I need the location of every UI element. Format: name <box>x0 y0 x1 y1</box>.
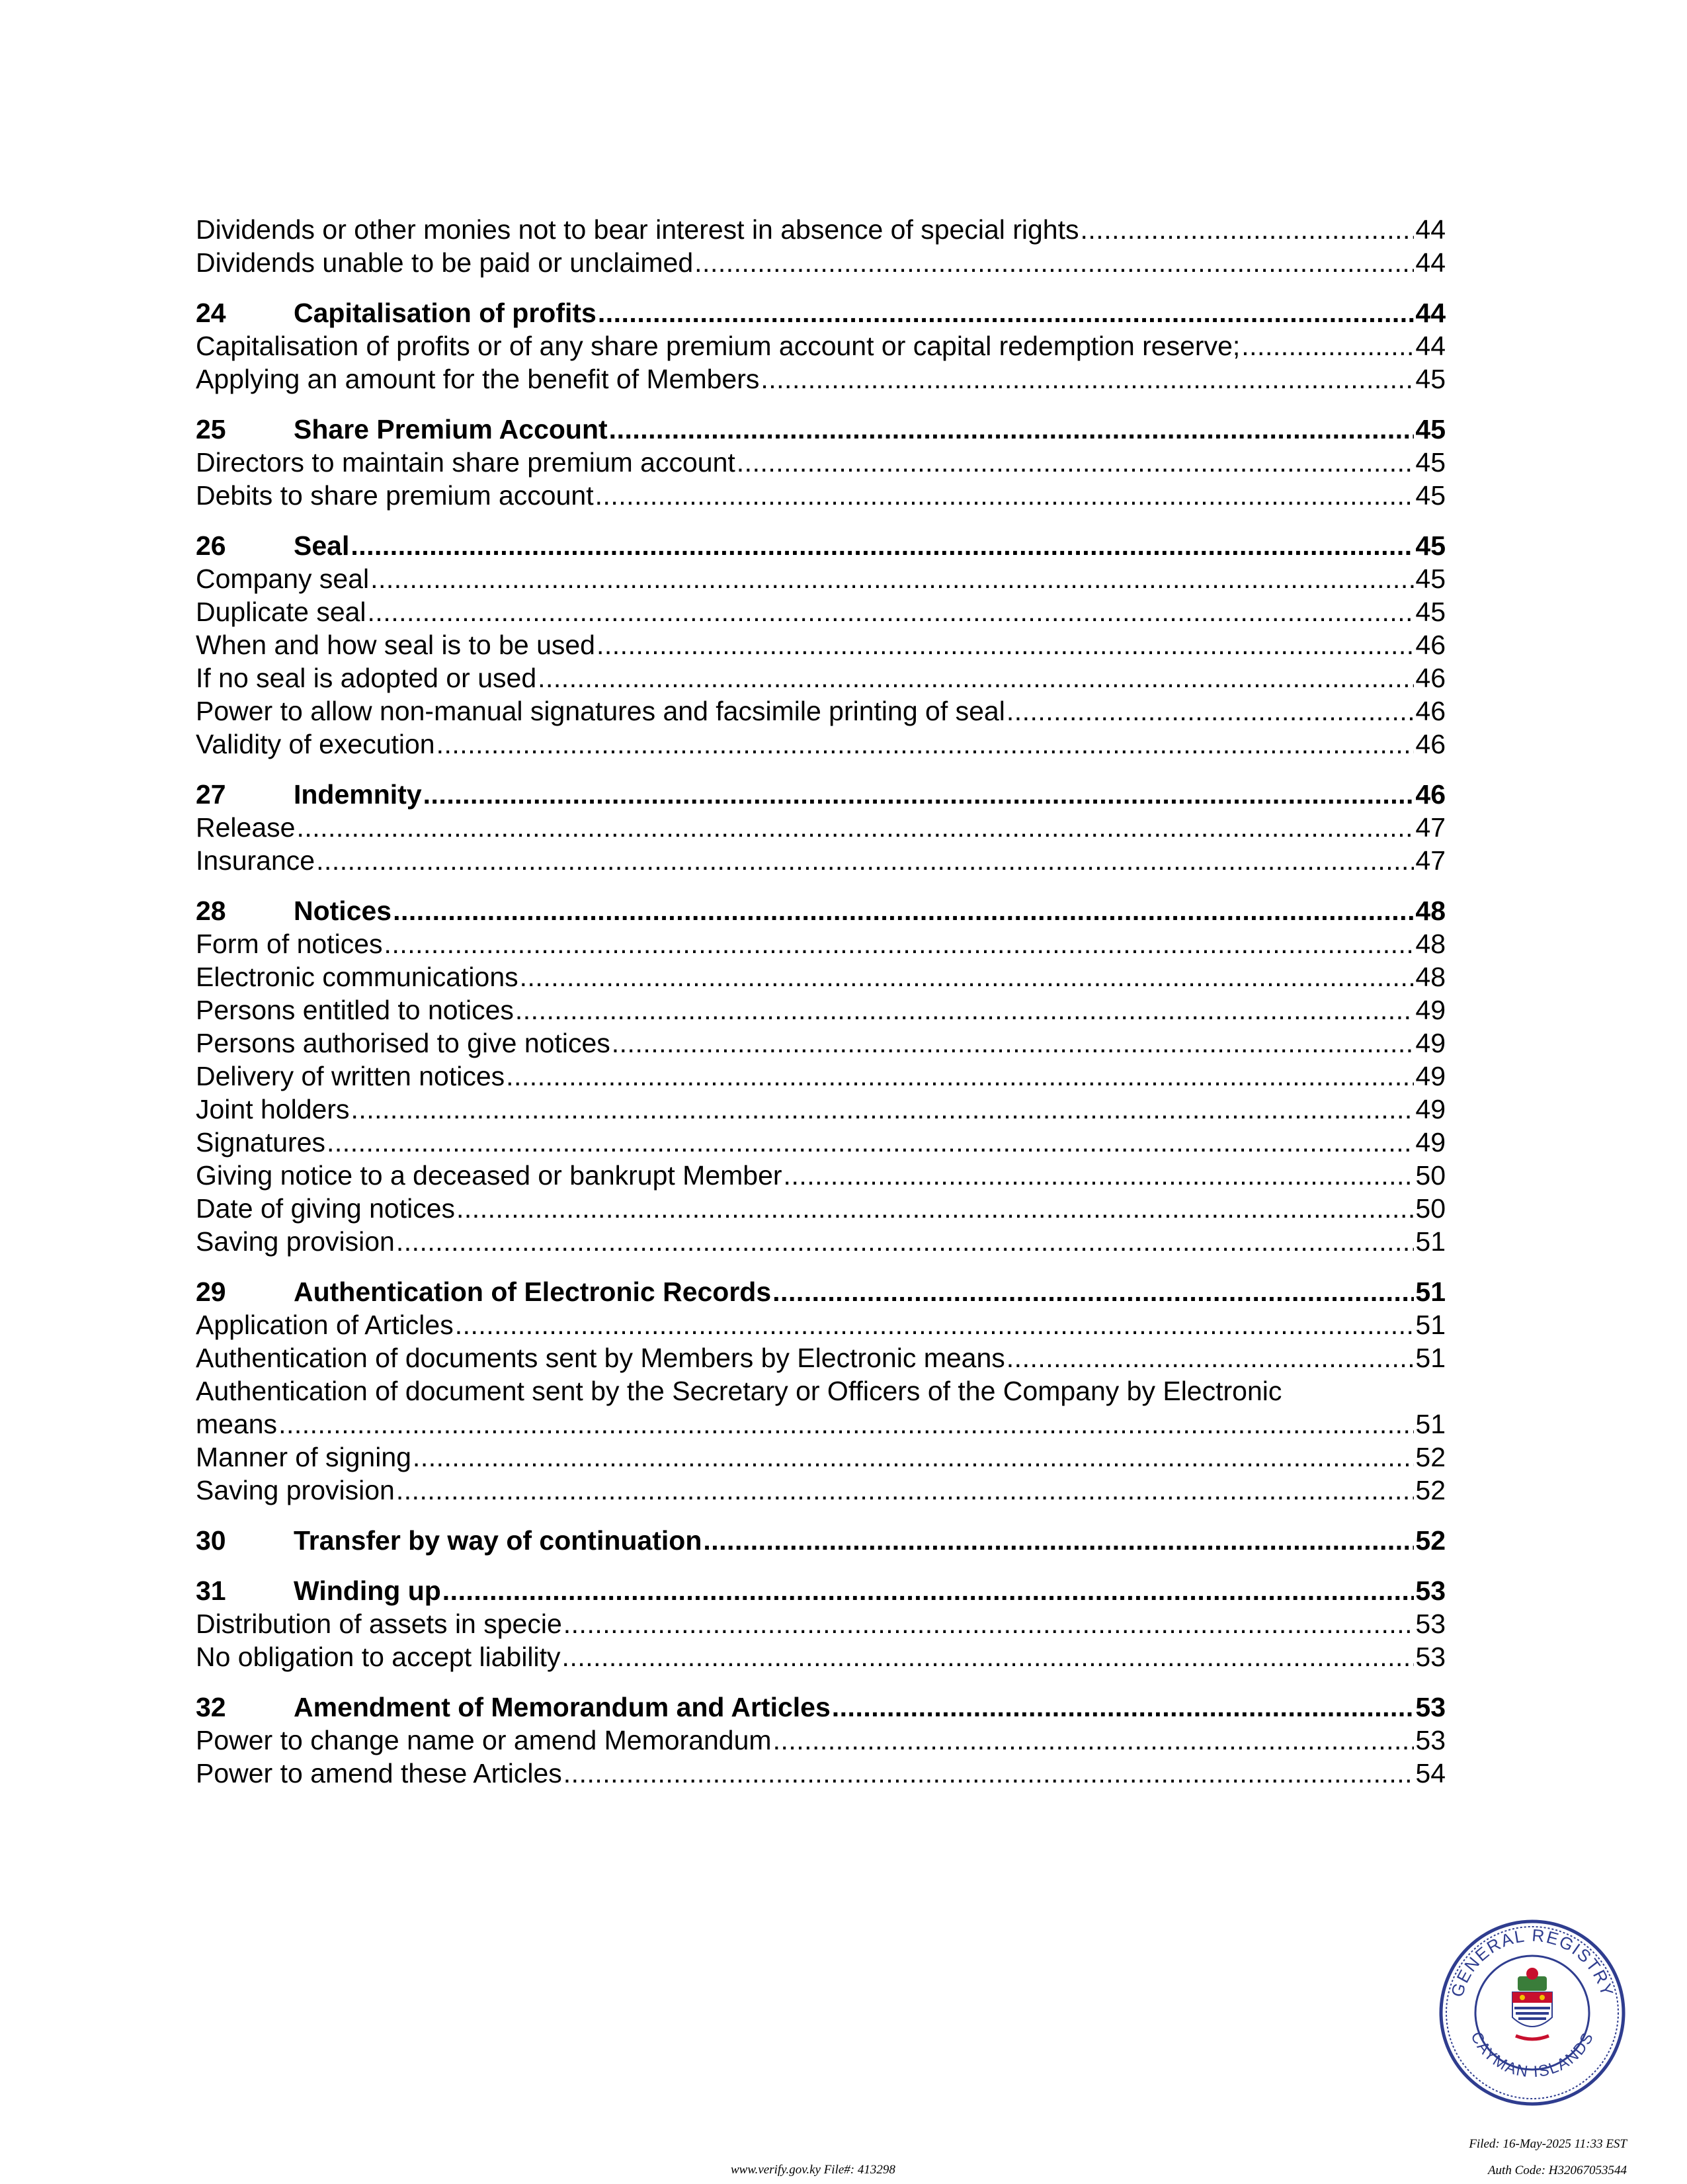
toc-entry-title: Debits to share premium account <box>196 480 594 511</box>
dot-leader <box>563 1757 1415 1790</box>
toc-page-number: 48 <box>1415 896 1446 926</box>
toc-entry-title <box>196 778 422 811</box>
toc-page-number: 51 <box>1415 1409 1446 1439</box>
dot-leader <box>1007 1341 1415 1374</box>
toc-page-number: 49 <box>1415 1028 1446 1058</box>
toc-entry-title: Signatures <box>196 1127 326 1157</box>
dot-leader <box>296 811 1414 844</box>
toc-entry-row <box>196 362 1446 396</box>
toc-section-title: Authentication of Electronic Records <box>294 1277 772 1307</box>
toc-entry-row <box>196 1126 1446 1159</box>
toc-section-row <box>196 894 1446 927</box>
toc-page-number: 49 <box>1415 1061 1446 1091</box>
toc-entry-title: Applying an amount for the benefit of Members <box>196 364 760 394</box>
toc-entry-title <box>196 894 391 927</box>
toc-section-title: Share Premium Account <box>294 414 608 444</box>
toc-entry-title: Giving notice to a deceased or bankrupt Member <box>196 1160 782 1191</box>
toc-entry-title: Persons authorised to give notices <box>196 1028 610 1058</box>
toc-page-number: 46 <box>1415 779 1446 810</box>
toc-entry-row <box>196 993 1446 1027</box>
toc-entry-title: Directors to maintain share premium account <box>196 447 735 478</box>
dot-leader <box>761 362 1414 396</box>
dot-leader <box>316 844 1414 877</box>
dot-leader <box>442 1574 1415 1607</box>
toc-entry-row <box>196 1308 1446 1341</box>
dot-leader <box>327 1126 1414 1159</box>
dot-leader <box>773 1724 1415 1757</box>
dot-leader <box>350 529 1414 562</box>
toc-entry-title: Persons entitled to notices <box>196 995 514 1025</box>
toc-entry-row <box>196 1159 1446 1192</box>
toc-entry-title: Power to amend these Articles <box>196 1758 562 1788</box>
toc-section-row <box>196 778 1446 811</box>
dot-leader <box>562 1640 1415 1673</box>
toc-page-number: 46 <box>1415 663 1446 693</box>
toc-entry-title: Electronic communications <box>196 962 518 992</box>
toc-page-number: 47 <box>1415 845 1446 876</box>
toc-page-number: 49 <box>1415 1094 1446 1124</box>
dot-leader <box>772 1275 1414 1308</box>
toc-entry-row <box>196 694 1446 728</box>
dot-leader <box>413 1441 1414 1474</box>
toc-entry-row <box>196 595 1446 628</box>
dot-leader <box>737 446 1415 479</box>
dot-leader <box>350 1093 1414 1126</box>
toc-page-number: 53 <box>1415 1725 1446 1755</box>
toc-section-row <box>196 296 1446 329</box>
toc-page-number: 53 <box>1415 1609 1446 1639</box>
general-registry-seal <box>1438 1918 1627 2107</box>
dot-leader <box>423 778 1415 811</box>
toc-entry-row <box>196 562 1446 595</box>
dot-leader <box>694 246 1414 279</box>
filed-date: Filed: 16-May-2025 11:33 EST <box>1469 2137 1627 2151</box>
seal-text-top: GENERAL REGISTRY <box>1446 1925 1618 1999</box>
toc-page-number: 50 <box>1415 1193 1446 1224</box>
svg-text:CAYMAN ISLANDS <box>1467 2029 1597 2081</box>
toc-section-title: Capitalisation of profits <box>294 298 597 328</box>
toc-section-row <box>196 1524 1446 1557</box>
auth-code: Auth Code: H32067053544 <box>1487 2163 1627 2177</box>
dot-leader <box>456 1192 1414 1225</box>
toc-page-number: 46 <box>1415 729 1446 759</box>
toc-entry-title: Insurance <box>196 845 315 876</box>
toc-entry-title: Saving provision <box>196 1226 395 1257</box>
toc-page-number: 44 <box>1415 331 1446 361</box>
toc-entry-title: Delivery of written notices <box>196 1061 505 1091</box>
toc-section-row <box>196 1574 1446 1607</box>
toc-entry-row <box>196 1474 1446 1507</box>
toc-section-number: 29 <box>196 1277 226 1307</box>
toc-entry-title: If no seal is adopted or used <box>196 663 537 693</box>
toc-page-number: 46 <box>1415 696 1446 726</box>
toc-entry-row <box>196 811 1446 844</box>
filing-stamp <box>1469 2131 1627 2184</box>
toc-entry-title: means <box>196 1409 278 1439</box>
toc-section-number: 32 <box>196 1692 226 1722</box>
toc-page-number: 49 <box>1415 995 1446 1025</box>
toc-entry-title: Power to allow non-manual signatures and facsimile printing of seal <box>196 696 1005 726</box>
toc-section-title: Transfer by way of continuation <box>294 1525 702 1556</box>
dot-leader <box>436 728 1415 761</box>
dot-leader <box>370 562 1414 595</box>
toc-page-number: 49 <box>1415 1127 1446 1157</box>
toc-section-number: 28 <box>196 896 226 926</box>
toc-page-number: 44 <box>1415 214 1446 245</box>
toc-entry-row <box>196 1407 1446 1441</box>
toc-entry-row <box>196 329 1446 362</box>
toc-section-number: 31 <box>196 1575 226 1606</box>
toc-entry-title <box>196 529 349 562</box>
toc-section-title: Notices <box>294 896 392 926</box>
dot-leader <box>1241 329 1414 362</box>
toc-entry-row <box>196 1341 1446 1374</box>
toc-entry-title <box>196 1275 771 1308</box>
toc-entry-title: Duplicate seal <box>196 597 366 627</box>
toc-entry-row <box>196 628 1446 661</box>
toc-entry-row <box>196 479 1446 512</box>
toc-page-number: 46 <box>1415 630 1446 660</box>
toc-section-row <box>196 413 1446 446</box>
dot-leader <box>609 413 1415 446</box>
toc-page-number: 50 <box>1415 1160 1446 1191</box>
dot-leader <box>612 1027 1415 1060</box>
toc-entry-title: Authentication of document sent by the Secretary or Officers of the Company by Electronic <box>196 1376 1282 1406</box>
dot-leader <box>278 1407 1414 1441</box>
toc-section-number: 27 <box>196 779 226 810</box>
toc-page-number: 53 <box>1415 1642 1446 1672</box>
dot-leader <box>515 993 1415 1027</box>
toc-entry-row <box>196 1724 1446 1757</box>
toc-entry-title: Application of Articles <box>196 1310 454 1340</box>
toc-page-number: 45 <box>1415 597 1446 627</box>
toc-entry-title: No obligation to accept liability <box>196 1642 561 1672</box>
toc-page-number: 48 <box>1415 929 1446 959</box>
dot-leader <box>1081 213 1415 246</box>
toc-page-number: 45 <box>1415 414 1446 444</box>
toc-page-number: 44 <box>1415 298 1446 328</box>
toc-entry-title: Power to change name or amend Memorandum <box>196 1725 772 1755</box>
dot-leader <box>393 894 1414 927</box>
toc-page-number: 51 <box>1415 1343 1446 1373</box>
toc-page-number: 54 <box>1415 1758 1446 1788</box>
toc-entry-title: Saving provision <box>196 1475 395 1505</box>
toc-entry-row <box>196 1060 1446 1093</box>
toc-section-number: 26 <box>196 530 226 561</box>
toc-entry-title: Validity of execution <box>196 729 435 759</box>
dot-leader <box>597 628 1414 661</box>
dot-leader <box>832 1691 1415 1724</box>
toc-page-number: 53 <box>1415 1692 1446 1722</box>
dot-leader <box>595 479 1415 512</box>
toc-section-row <box>196 529 1446 562</box>
dot-leader <box>538 661 1414 694</box>
toc-entry-title: Joint holders <box>196 1094 350 1124</box>
toc-entry-row <box>196 1225 1446 1258</box>
toc-page-number: 45 <box>1415 364 1446 394</box>
toc-page-number: 52 <box>1415 1442 1446 1472</box>
toc-entry-row <box>196 1192 1446 1225</box>
toc-entry-row <box>196 1093 1446 1126</box>
toc-entry-title: Dividends unable to be paid or unclaimed <box>196 247 694 278</box>
dot-leader <box>1007 694 1415 728</box>
toc-entry-title: When and how seal is to be used <box>196 630 595 660</box>
toc-entry-row <box>196 728 1446 761</box>
dot-leader <box>506 1060 1414 1093</box>
toc-entry-row <box>196 960 1446 993</box>
toc-entry-row <box>196 1640 1446 1673</box>
toc-entry-title <box>196 1691 831 1724</box>
toc-page-number: 52 <box>1415 1475 1446 1505</box>
toc-page-number: 44 <box>1415 247 1446 278</box>
toc-entry-title: Manner of signing <box>196 1442 411 1472</box>
toc-entry-row <box>196 661 1446 694</box>
toc-entry-title: Company seal <box>196 564 370 594</box>
toc-entry-title <box>196 1524 702 1557</box>
toc-page-number: 45 <box>1415 447 1446 478</box>
toc-page-number: 52 <box>1415 1525 1446 1556</box>
verify-file-number: www.verify.gov.ky File#: 413298 <box>731 2163 895 2177</box>
toc-page-number: 45 <box>1415 530 1446 561</box>
toc-entry-row <box>196 213 1446 246</box>
dot-leader <box>455 1308 1415 1341</box>
toc-entry-row <box>196 927 1446 960</box>
toc-section-row <box>196 1691 1446 1724</box>
toc-entry-row <box>196 1607 1446 1640</box>
toc-section-number: 25 <box>196 414 226 444</box>
toc-entry-title: Authentication of documents sent by Members by Electronic means <box>196 1343 1005 1373</box>
dot-leader <box>368 595 1415 628</box>
table-of-contents <box>196 213 1446 1790</box>
toc-section-number: 24 <box>196 298 226 328</box>
toc-entry-title: Distribution of assets in specie <box>196 1609 562 1639</box>
toc-entry-title: Capitalisation of profits or of any share premium account or capital redemption reserve; <box>196 331 1241 361</box>
dot-leader <box>384 927 1415 960</box>
dot-leader <box>563 1607 1415 1640</box>
toc-page-number: 51 <box>1415 1310 1446 1340</box>
toc-section-title: Seal <box>294 530 350 561</box>
dot-leader <box>520 960 1415 993</box>
toc-entry-row <box>196 1374 1446 1407</box>
toc-page-number: 53 <box>1415 1575 1446 1606</box>
dot-leader <box>598 296 1415 329</box>
toc-entry-title <box>196 413 608 446</box>
toc-section-title: Indemnity <box>294 779 422 810</box>
dot-leader <box>784 1159 1415 1192</box>
dot-leader <box>703 1524 1414 1557</box>
toc-page-number: 51 <box>1415 1277 1446 1307</box>
seal-text-bottom: CAYMAN ISLANDS <box>1467 2029 1598 2081</box>
toc-page-number: 45 <box>1415 564 1446 594</box>
toc-entry-row <box>196 1027 1446 1060</box>
toc-section-title: Amendment of Memorandum and Articles <box>294 1692 831 1722</box>
toc-page-number: 47 <box>1415 812 1446 843</box>
toc-entry-title: Release <box>196 812 296 843</box>
toc-entry-title <box>196 296 597 329</box>
toc-section-row <box>196 1275 1446 1308</box>
toc-section-number: 30 <box>196 1525 226 1556</box>
toc-page-number: 48 <box>1415 962 1446 992</box>
toc-entry-row <box>196 1441 1446 1474</box>
toc-page-number: 51 <box>1415 1226 1446 1257</box>
toc-entry-title: Form of notices <box>196 929 383 959</box>
toc-entry-row <box>196 1757 1446 1790</box>
toc-entry-row <box>196 844 1446 877</box>
toc-entry-title <box>196 1574 441 1607</box>
toc-entry-title: Dividends or other monies not to bear interest in absence of special rights <box>196 214 1079 245</box>
toc-entry-title: Date of giving notices <box>196 1193 456 1224</box>
toc-entry-row <box>196 246 1446 279</box>
toc-page-number: 45 <box>1415 480 1446 511</box>
toc-section-title: Winding up <box>294 1575 441 1606</box>
toc-entry-row <box>196 446 1446 479</box>
dot-leader <box>396 1225 1415 1258</box>
coat-of-arms-icon <box>1512 1968 1552 2039</box>
dot-leader <box>396 1474 1415 1507</box>
